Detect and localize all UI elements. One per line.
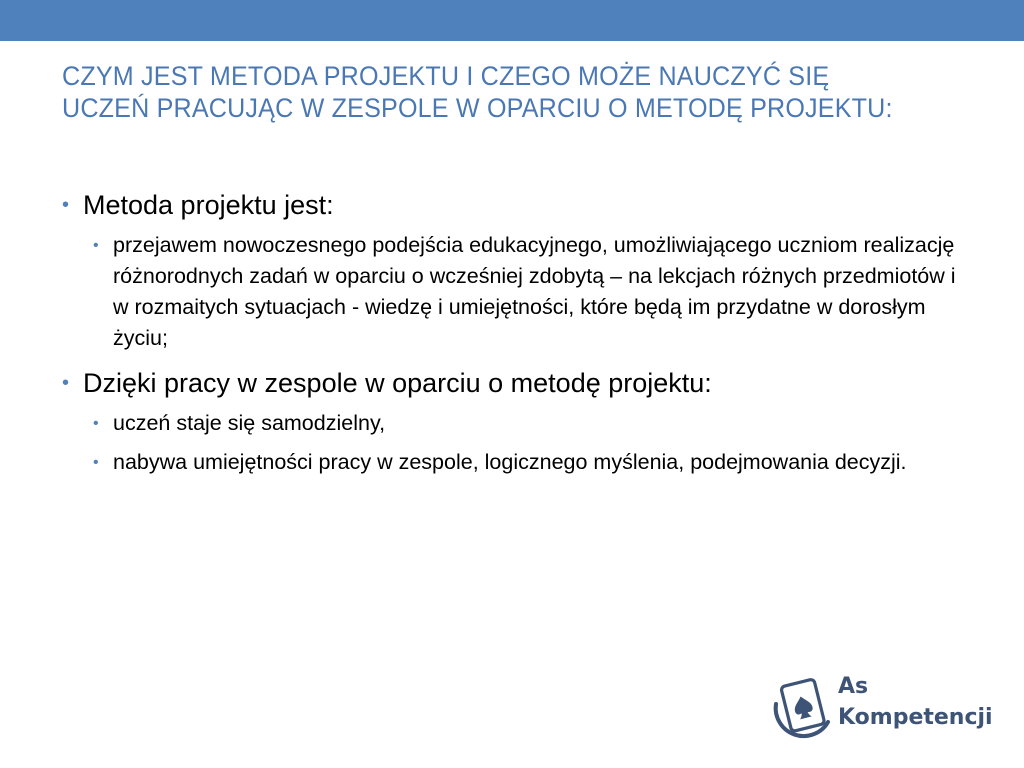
bullet-icon: • — [62, 194, 70, 216]
list-item-text: uczeń staje się samodzielny, — [113, 411, 386, 435]
logo-text-line2: Kompetencji — [838, 705, 993, 730]
slide-content — [62, 188, 962, 486]
bullet-icon: • — [93, 237, 99, 254]
section-heading-text: Metoda projektu jest: — [83, 190, 334, 220]
section-heading-text: Dzięki pracy w zespole w oparciu o metodę projektu: — [83, 368, 712, 398]
list-item — [93, 230, 962, 354]
list-item-text: przejawem nowoczesnego podejścia edukacyjnego, umożliwiającego uczniom realizację różnorodnych zadań w oparciu o wcześniej zdobytą – na lekcjach różnych przedmiotów i w rozmaitych sytuacjach - wiedzę i umiejętności, które będą im przydatne w dorosłym życiu; — [113, 233, 956, 350]
bullet-icon: • — [93, 454, 99, 471]
bullet-icon: • — [93, 415, 99, 432]
list-item — [93, 408, 962, 439]
section-heading-metoda — [62, 188, 962, 222]
logo — [770, 670, 1000, 745]
logo-text-line1: As — [838, 674, 869, 699]
top-bar — [0, 0, 1024, 41]
ace-of-spades-card-icon — [770, 670, 834, 744]
list-item — [93, 447, 962, 478]
slide-title: CZYM JEST METODA PROJEKTU I CZEGO MOŻE NAUCZYĆ SIĘ UCZEŃ PRACUJĄC W ZESPOLE W OPARCIU O METODĘ PROJEKTU: — [62, 61, 893, 123]
bullet-icon: • — [62, 372, 70, 394]
section-heading-zespol — [62, 366, 962, 400]
list-item-text: nabywa umiejętności pracy w zespole, logicznego myślenia, podejmowania decyzji. — [113, 450, 907, 474]
